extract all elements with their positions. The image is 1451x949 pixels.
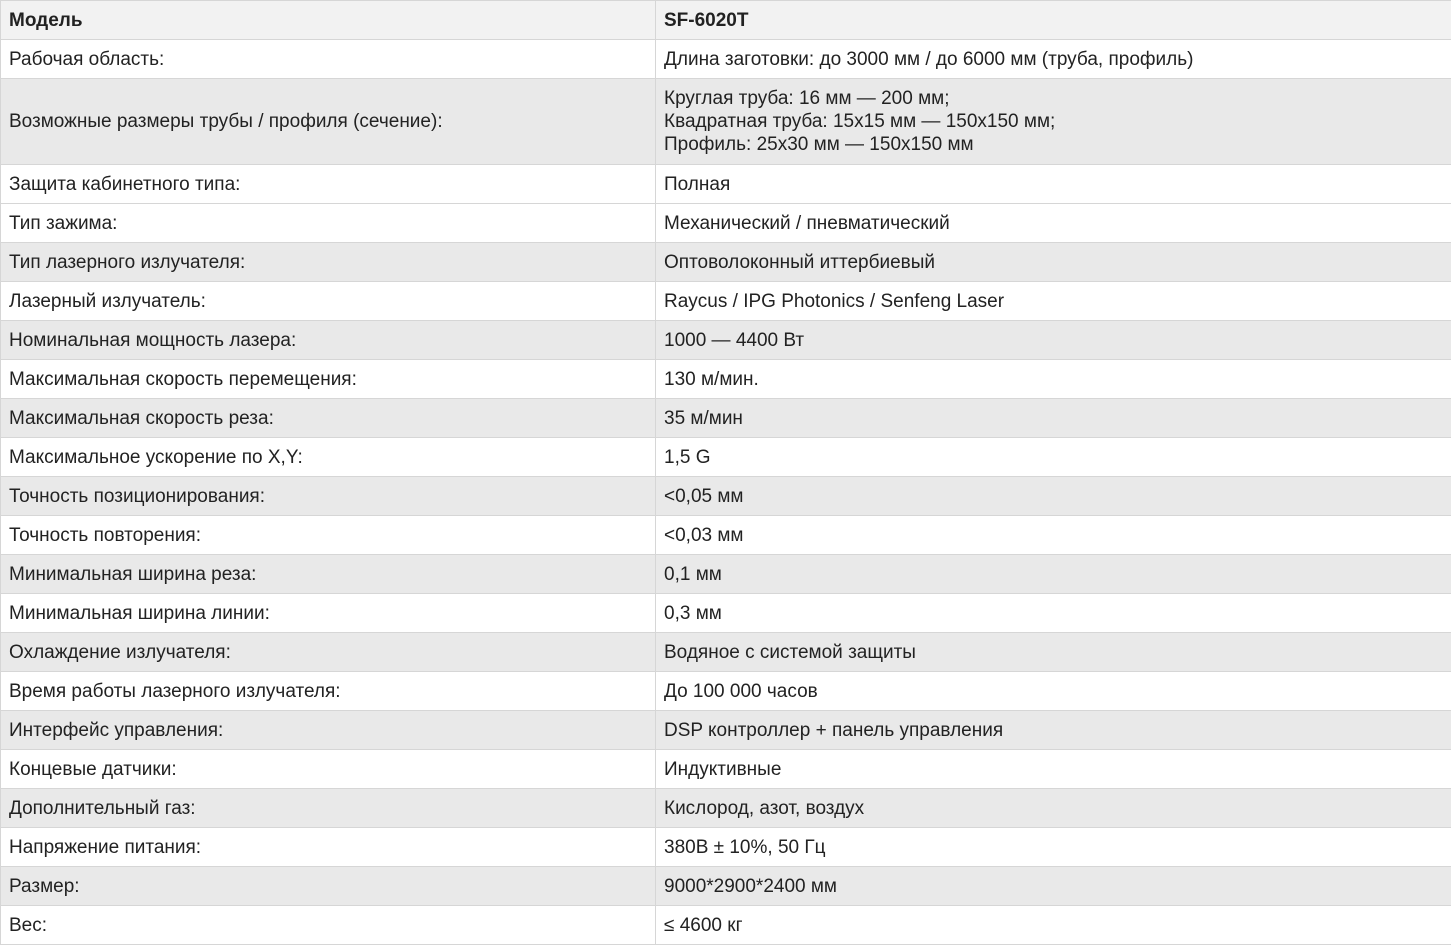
param-label: Интерфейс управления:: [1, 711, 656, 750]
param-label: Возможные размеры трубы / профиля (сечение):: [1, 79, 656, 165]
table-header-row: [1, 1, 1451, 40]
table-row: [1, 711, 1451, 750]
value-line: Круглая труба: 16 мм — 200 мм;: [664, 88, 950, 109]
header-model-cell: SF-6020T: [656, 1, 1451, 40]
param-value: Оптоволоконный иттербиевый: [656, 243, 1451, 282]
param-value: 9000*2900*2400 мм: [656, 867, 1451, 906]
table-row: [1, 633, 1451, 672]
table-row: [1, 555, 1451, 594]
table-row: [1, 360, 1451, 399]
param-value: [656, 79, 1451, 165]
table-row: [1, 40, 1451, 79]
param-label: Точность позиционирования:: [1, 477, 656, 516]
param-label: Точность повторения:: [1, 516, 656, 555]
param-value: <0,03 мм: [656, 516, 1451, 555]
param-value: 0,1 мм: [656, 555, 1451, 594]
param-label: Максимальное ускорение по X,Y:: [1, 438, 656, 477]
param-value: 35 м/мин: [656, 399, 1451, 438]
param-value: DSP контроллер + панель управления: [656, 711, 1451, 750]
value-line: Профиль: 25х30 мм — 150х150 мм: [664, 134, 974, 155]
param-value: До 100 000 часов: [656, 672, 1451, 711]
table-row: [1, 750, 1451, 789]
param-label: Вес:: [1, 906, 656, 945]
param-label: Рабочая область:: [1, 40, 656, 79]
param-value: Кислород, азот, воздух: [656, 789, 1451, 828]
param-label: Дополнительный газ:: [1, 789, 656, 828]
param-value: Водяное с системой защиты: [656, 633, 1451, 672]
table-row: [1, 243, 1451, 282]
table-row: [1, 204, 1451, 243]
table-row: [1, 672, 1451, 711]
table-row: [1, 399, 1451, 438]
table-row: [1, 282, 1451, 321]
table-row: [1, 79, 1451, 165]
param-value: 380В ± 10%, 50 Гц: [656, 828, 1451, 867]
param-label: Номинальная мощность лазера:: [1, 321, 656, 360]
table-row: [1, 867, 1451, 906]
param-value: 0,3 мм: [656, 594, 1451, 633]
param-label: Защита кабинетного типа:: [1, 165, 656, 204]
param-label: Время работы лазерного излучателя:: [1, 672, 656, 711]
param-label: Тип зажима:: [1, 204, 656, 243]
table-row: [1, 594, 1451, 633]
table-row: [1, 906, 1451, 945]
table-row: [1, 321, 1451, 360]
param-value: Индуктивные: [656, 750, 1451, 789]
param-label: Максимальная скорость реза:: [1, 399, 656, 438]
param-label: Охлаждение излучателя:: [1, 633, 656, 672]
table-row: [1, 516, 1451, 555]
param-label: Концевые датчики:: [1, 750, 656, 789]
param-value: 1000 — 4400 Вт: [656, 321, 1451, 360]
table-row: [1, 789, 1451, 828]
value-line: Квадратная труба: 15х15 мм — 150х150 мм;: [664, 111, 1056, 132]
param-label: Размер:: [1, 867, 656, 906]
param-label: Тип лазерного излучателя:: [1, 243, 656, 282]
param-value: 130 м/мин.: [656, 360, 1451, 399]
table-row: [1, 477, 1451, 516]
header-label-cell: Модель: [1, 1, 656, 40]
param-value: Полная: [656, 165, 1451, 204]
param-label: Максимальная скорость перемещения:: [1, 360, 656, 399]
param-value: 1,5 G: [656, 438, 1451, 477]
table-row: [1, 828, 1451, 867]
table-row: [1, 438, 1451, 477]
param-value: <0,05 мм: [656, 477, 1451, 516]
param-label: Напряжение питания:: [1, 828, 656, 867]
param-value: Длина заготовки: до 3000 мм / до 6000 мм (труба, профиль): [656, 40, 1451, 79]
param-value: ≤ 4600 кг: [656, 906, 1451, 945]
param-label: Минимальная ширина реза:: [1, 555, 656, 594]
param-value: Механический / пневматический: [656, 204, 1451, 243]
table-row: [1, 165, 1451, 204]
param-value: Raycus / IPG Photonics / Senfeng Laser: [656, 282, 1451, 321]
param-label: Минимальная ширина линии:: [1, 594, 656, 633]
param-label: Лазерный излучатель:: [1, 282, 656, 321]
